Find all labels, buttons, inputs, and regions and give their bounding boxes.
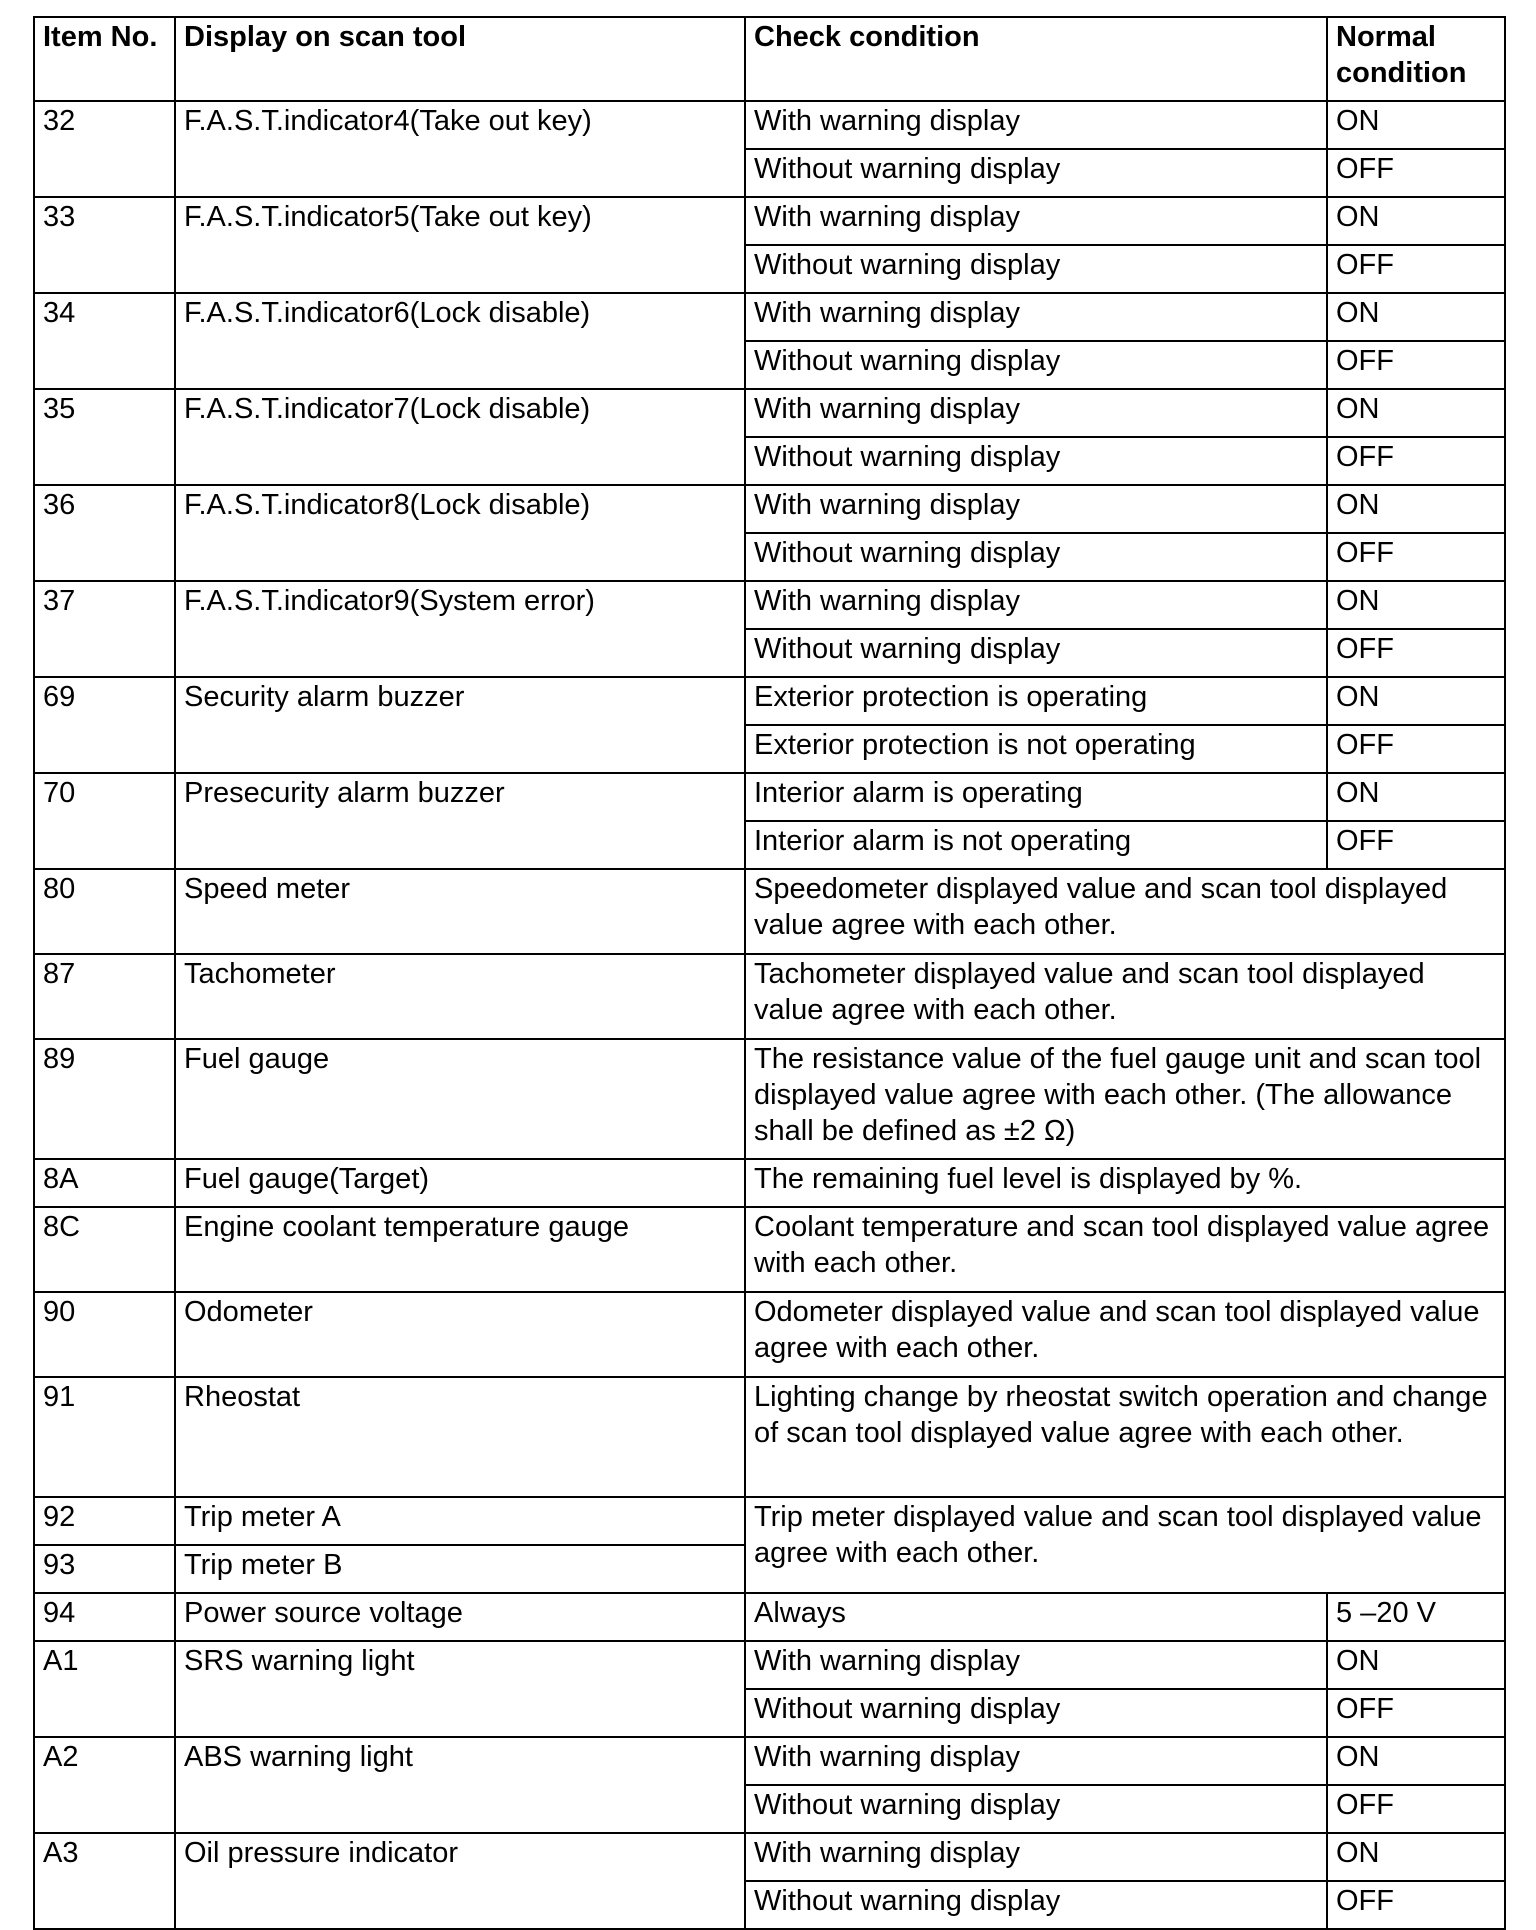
table-row	[34, 1641, 1505, 1689]
check-condition-cell: With warning display	[745, 1833, 1327, 1881]
display-name-cell: Speed meter	[175, 869, 745, 954]
normal-condition-cell: ON	[1327, 773, 1505, 821]
normal-condition-cell: ON	[1327, 197, 1505, 245]
display-name-cell: F.A.S.T.indicator9(System error)	[175, 581, 745, 677]
check-condition-cell: Without warning display	[745, 629, 1327, 677]
check-condition-cell: Exterior protection is operating	[745, 677, 1327, 725]
check-condition-cell: With warning display	[745, 1641, 1327, 1689]
item-number-cell: 90	[34, 1292, 175, 1377]
display-name-cell: Tachometer	[175, 954, 745, 1039]
header-check-condition: Check condition	[745, 17, 1327, 101]
normal-condition-cell: OFF	[1327, 341, 1505, 389]
table-row	[34, 869, 1505, 954]
normal-condition-cell: OFF	[1327, 1689, 1505, 1737]
item-number-cell: 89	[34, 1039, 175, 1159]
display-name-cell: Trip meter B	[175, 1545, 745, 1593]
item-number-cell: 33	[34, 197, 175, 293]
normal-condition-cell: OFF	[1327, 245, 1505, 293]
display-name-cell: Power source voltage	[175, 1593, 745, 1641]
check-condition-cell: Always	[745, 1593, 1327, 1641]
check-condition-cell: With warning display	[745, 581, 1327, 629]
item-number-cell: 80	[34, 869, 175, 954]
item-number-cell: 87	[34, 954, 175, 1039]
check-condition-cell: Without warning display	[745, 149, 1327, 197]
check-condition-cell: Without warning display	[745, 1881, 1327, 1929]
display-name-cell: Odometer	[175, 1292, 745, 1377]
check-condition-cell: Without warning display	[745, 245, 1327, 293]
normal-condition-cell: OFF	[1327, 437, 1505, 485]
table-row	[34, 1039, 1505, 1159]
normal-condition-cell: ON	[1327, 677, 1505, 725]
item-number-cell: 70	[34, 773, 175, 869]
item-number-cell: 36	[34, 485, 175, 581]
check-condition-cell: With warning display	[745, 101, 1327, 149]
display-name-cell: Engine coolant temperature gauge	[175, 1207, 745, 1292]
item-number-cell: 8C	[34, 1207, 175, 1292]
check-condition-cell: Without warning display	[745, 341, 1327, 389]
display-name-cell: F.A.S.T.indicator7(Lock disable)	[175, 389, 745, 485]
check-condition-cell: Exterior protection is not operating	[745, 725, 1327, 773]
normal-condition-cell: ON	[1327, 293, 1505, 341]
normal-condition-cell: OFF	[1327, 533, 1505, 581]
display-name-cell: F.A.S.T.indicator8(Lock disable)	[175, 485, 745, 581]
check-condition-cell: The remaining fuel level is displayed by %.	[745, 1159, 1505, 1207]
header-display-on-scan-tool: Display on scan tool	[175, 17, 745, 101]
item-number-cell: 91	[34, 1377, 175, 1497]
check-condition-cell: With warning display	[745, 293, 1327, 341]
check-condition-cell: With warning display	[745, 1737, 1327, 1785]
normal-condition-cell: OFF	[1327, 149, 1505, 197]
display-name-cell: Fuel gauge(Target)	[175, 1159, 745, 1207]
normal-condition-cell: OFF	[1327, 1785, 1505, 1833]
normal-condition-cell: ON	[1327, 581, 1505, 629]
display-name-cell: Trip meter A	[175, 1497, 745, 1545]
check-condition-cell: Interior alarm is operating	[745, 773, 1327, 821]
check-condition-cell: Without warning display	[745, 437, 1327, 485]
table-row	[34, 1292, 1505, 1377]
table-row	[34, 1833, 1505, 1881]
normal-condition-cell: OFF	[1327, 1881, 1505, 1929]
table-row	[34, 1737, 1505, 1785]
item-number-cell: 92	[34, 1497, 175, 1545]
header-normal-condition: Normal condition	[1327, 17, 1505, 101]
table-row	[34, 197, 1505, 245]
table-row	[34, 1159, 1505, 1207]
table-row	[34, 293, 1505, 341]
check-condition-cell: With warning display	[745, 485, 1327, 533]
item-number-cell: 8A	[34, 1159, 175, 1207]
check-condition-cell: With warning display	[745, 389, 1327, 437]
item-number-cell: 32	[34, 101, 175, 197]
display-name-cell: F.A.S.T.indicator6(Lock disable)	[175, 293, 745, 389]
table-row	[34, 1207, 1505, 1292]
table-row	[34, 581, 1505, 629]
normal-condition-cell: ON	[1327, 389, 1505, 437]
normal-condition-cell: OFF	[1327, 821, 1505, 869]
normal-condition-cell: ON	[1327, 485, 1505, 533]
scan-tool-data-table	[33, 16, 1506, 1930]
table-row	[34, 773, 1505, 821]
item-number-cell: 35	[34, 389, 175, 485]
table-row	[34, 389, 1505, 437]
check-condition-cell: Odometer displayed value and scan tool displayed value agree with each other.	[745, 1292, 1505, 1377]
table-body	[34, 101, 1505, 1929]
normal-condition-cell: ON	[1327, 1833, 1505, 1881]
check-condition-cell: Lighting change by rheostat switch operation and change of scan tool displayed value agree with each other.	[745, 1377, 1505, 1497]
item-number-cell: 93	[34, 1545, 175, 1593]
item-number-cell: 69	[34, 677, 175, 773]
display-name-cell: Fuel gauge	[175, 1039, 745, 1159]
item-number-cell: A1	[34, 1641, 175, 1737]
display-name-cell: ABS warning light	[175, 1737, 745, 1833]
normal-condition-cell: OFF	[1327, 725, 1505, 773]
item-number-cell: A3	[34, 1833, 175, 1929]
display-name-cell: Rheostat	[175, 1377, 745, 1497]
check-condition-cell: Interior alarm is not operating	[745, 821, 1327, 869]
header-item-no: Item No.	[34, 17, 175, 101]
check-condition-cell: With warning display	[745, 197, 1327, 245]
header-row	[34, 17, 1505, 101]
check-condition-cell: Trip meter displayed value and scan tool displayed value agree with each other.	[745, 1497, 1505, 1593]
normal-condition-cell: 5 –20 V	[1327, 1593, 1505, 1641]
normal-condition-cell: ON	[1327, 101, 1505, 149]
display-name-cell: F.A.S.T.indicator5(Take out key)	[175, 197, 745, 293]
item-number-cell: 37	[34, 581, 175, 677]
check-condition-cell: The resistance value of the fuel gauge unit and scan tool displayed value agree with each other. (The allowance shall be defined as ±2 Ω)	[745, 1039, 1505, 1159]
item-number-cell: 34	[34, 293, 175, 389]
normal-condition-cell: ON	[1327, 1737, 1505, 1785]
normal-condition-cell: ON	[1327, 1641, 1505, 1689]
table-row	[34, 677, 1505, 725]
check-condition-cell: Speedometer displayed value and scan tool displayed value agree with each other.	[745, 869, 1505, 954]
table-row	[34, 101, 1505, 149]
check-condition-cell: Without warning display	[745, 533, 1327, 581]
table-row	[34, 1497, 1505, 1545]
normal-condition-cell: OFF	[1327, 629, 1505, 677]
check-condition-cell: Tachometer displayed value and scan tool displayed value agree with each other.	[745, 954, 1505, 1039]
table-row	[34, 485, 1505, 533]
table-row	[34, 1593, 1505, 1641]
display-name-cell: Security alarm buzzer	[175, 677, 745, 773]
check-condition-cell: Without warning display	[745, 1785, 1327, 1833]
display-name-cell: Oil pressure indicator	[175, 1833, 745, 1929]
table-row	[34, 954, 1505, 1039]
display-name-cell: SRS warning light	[175, 1641, 745, 1737]
check-condition-cell: Without warning display	[745, 1689, 1327, 1737]
display-name-cell: Presecurity alarm buzzer	[175, 773, 745, 869]
item-number-cell: A2	[34, 1737, 175, 1833]
check-condition-cell: Coolant temperature and scan tool displayed value agree with each other.	[745, 1207, 1505, 1292]
item-number-cell: 94	[34, 1593, 175, 1641]
table-row	[34, 1377, 1505, 1497]
display-name-cell: F.A.S.T.indicator4(Take out key)	[175, 101, 745, 197]
